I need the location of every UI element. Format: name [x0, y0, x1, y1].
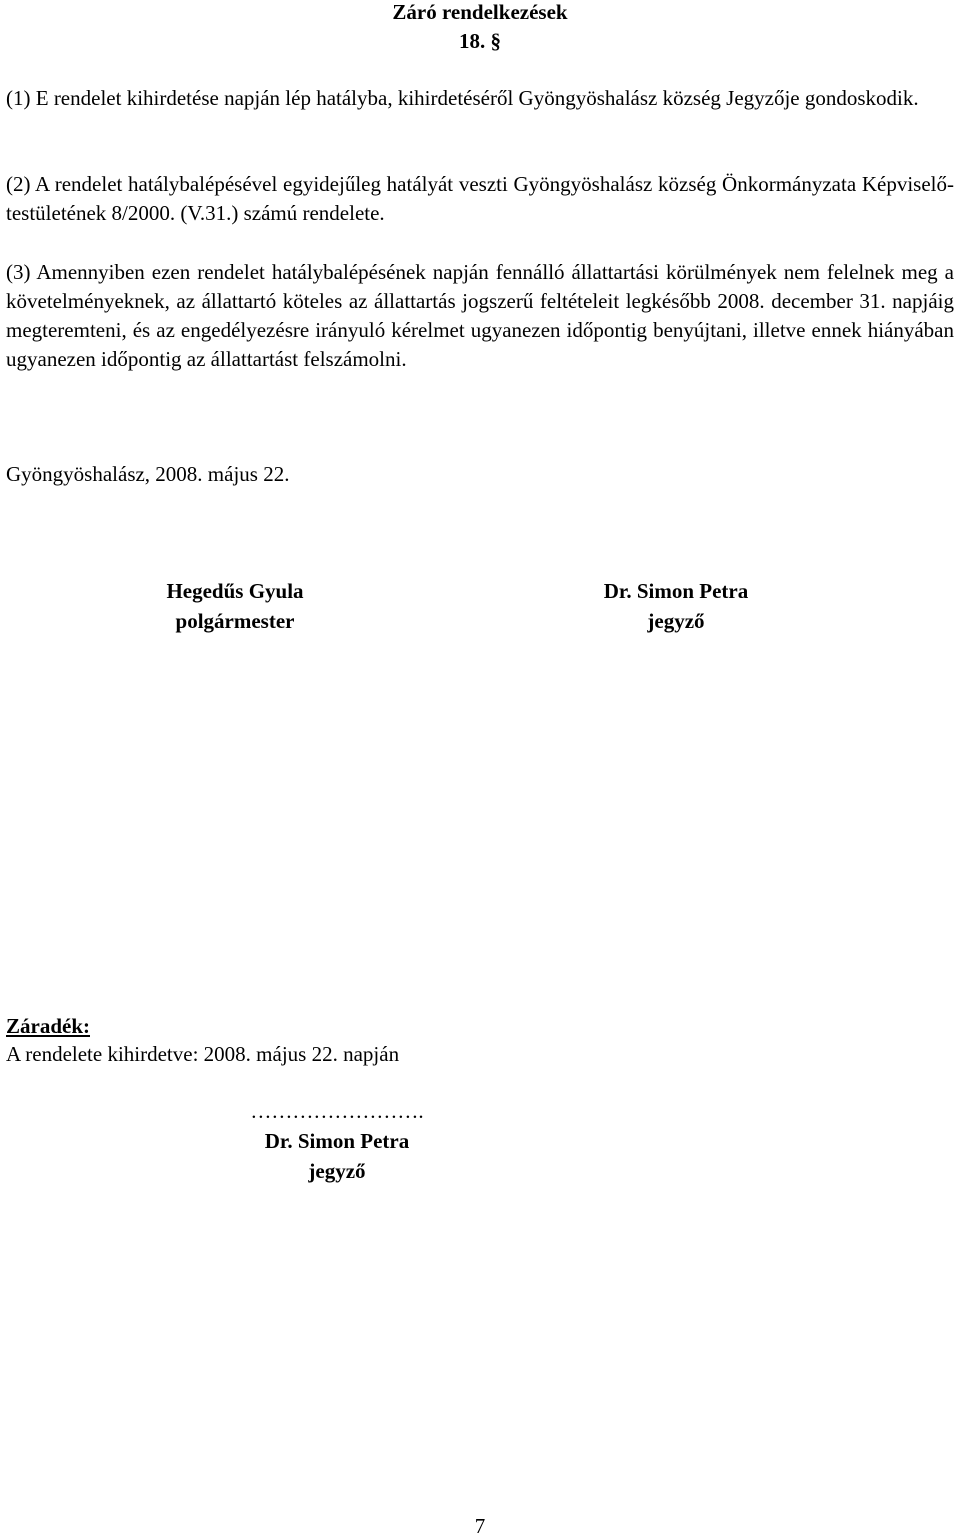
- place-date: Gyöngyöshalász, 2008. május 22.: [6, 462, 290, 486]
- clause-signature: [217, 1126, 457, 1186]
- signature-mayor-name: Hegedűs Gyula: [166, 579, 304, 603]
- clause-text: A rendelete kihirdetve: 2008. május 22. napján: [6, 1042, 400, 1066]
- signature-mayor: [135, 576, 335, 636]
- signature-notary-name: Dr. Simon Petra: [603, 579, 749, 603]
- paragraph-1: (1) E rendelet kihirdetése napján lép hatályba, kihirdetéséről Gyöngyöshalász község Jegyzője gondoskodik.: [6, 86, 919, 110]
- signature-notary-role: jegyző: [647, 609, 705, 633]
- section-title: Záró rendelkezések: [392, 0, 568, 24]
- page-number: 7: [474, 1514, 486, 1538]
- clause-signature-name: Dr. Simon Petra: [264, 1129, 410, 1153]
- paragraph-2: (2) A rendelet hatálybalépésével egyidejűleg hatályát veszti Gyöngyöshalász község Önkormányzata Képviselő-testületének 8/2000. (V.31.) számú rendelete.: [6, 172, 954, 225]
- signature-mayor-role: polgármester: [175, 609, 295, 633]
- clause-title-text: Záradék:: [6, 1014, 90, 1038]
- clause-title: [6, 1012, 90, 1041]
- signature-notary: [576, 576, 776, 636]
- paragraph-3: (3) Amennyiben ezen rendelet hatálybalépésének napján fennálló állattartási körülmények nem felelnek meg a követelményeknek, az állattartó köteles az állattartás jogszerű feltételeit legkésőbb 2008. december 31. napjáig megteremteni, és az engedélyezésre irányuló kérelmet ugyanezen időpontig benyújtani, illetve ennek hiányában ugyanezen időpontig az állattartást felszámolni.: [6, 260, 954, 371]
- clause-signature-dots: …………………….: [250, 1099, 424, 1123]
- clause-signature-role: jegyző: [308, 1159, 366, 1183]
- section-number: 18. §: [459, 29, 501, 53]
